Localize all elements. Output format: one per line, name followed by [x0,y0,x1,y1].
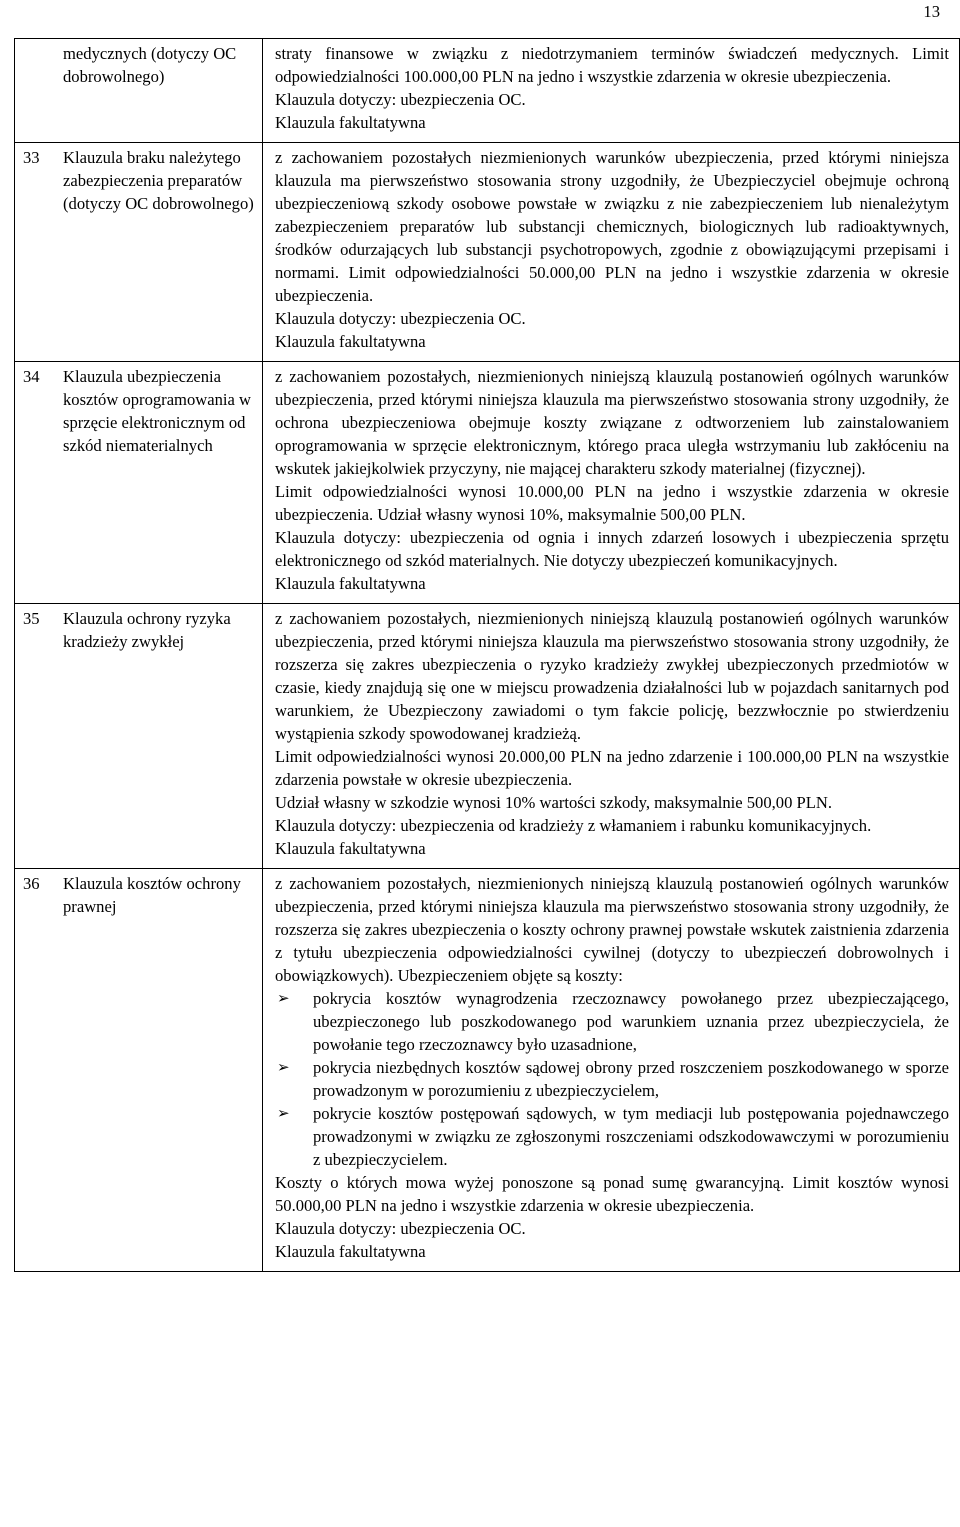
clause-description [263,869,959,1271]
clause-paragraph: Limit odpowiedzialności wynosi 10.000,00 PLN na jedno i wszystkie zdarzenia w okresie ubezpieczenia. Udział własny wynosi 10%, maksymalnie 500,00 PLN. [275,482,949,524]
clause-applies: Klauzula dotyczy: ubezpieczenia OC. [275,309,526,328]
list-item [275,987,949,1056]
clause-number: 35 [23,609,40,628]
clause-title: medycznych (dotyczy OC dobrowolnego) [63,44,237,86]
clause-description [263,604,959,868]
clause-paragraph: z zachowaniem pozostałych niezmienionych warunków ubezpieczenia, przed którymi niniejsza klauzula ma pierwszeństwo stosowania strony uzgodniły, że Ubezpieczyciel obejmuje ochroną ubezpieczeniową szkody osobowe powstałe w związku z nie zabezpieczeniem lub nienależytym zabezpieczeniem preparatów lub substancji chemicznych, biologicznych lub radioaktywnych, środków odurzających lub substancji psychotropowych, zgodnie z obowiązującymi przepisami i normami. Limit odpowiedzialności 50.000,00 PLN na jedno i wszystkie zdarzenia w okresie ubezpieczenia. [275,148,949,305]
coverage-list [275,987,949,1171]
clause-paragraph: Koszty o których mowa wyżej ponoszone są ponad sumę gwarancyjną. Limit kosztów wynosi 50.000,00 PLN na jedno i wszystkie zdarzenia w okresie ubezpieczenia. [275,1173,949,1215]
table-row [15,604,960,869]
list-item-text: pokrycie kosztów postępowań sądowych, w tym mediacji lub postępowania pojednawczego prowadzonymi w związku ze zgłoszonymi roszczeniami odszkodowawczymi w porozumieniu z ubezpieczycielem. [313,1104,949,1169]
clauses-table [14,38,960,1272]
clause-paragraph: straty finansowe w związku z niedotrzymaniem terminów świadczeń medycznych. Limit odpowiedzialności 100.000,00 PLN na jedno i wszystkie zdarzenia w okresie ubezpieczenia. [275,44,949,86]
clause-paragraph: z zachowaniem pozostałych, niezmienionych niniejszą klauzulą postanowień ogólnych warunków ubezpieczenia, przed którymi niniejsza klauzula ma pierwszeństwo stosowania strony uzgodniły, że rozszerza się zakres ubezpieczenia o ryzyko kradzieży zwykłej ubezpieczonych przedmiotów w czasie, kiedy znajdują się one w miejscu prowadzenia działalności lub w pojazdach sanitarnych pod warunkiem, że Ubezpieczony zawiadomi o tym fakcie policję, bezzwłocznie po stwierdzeniu wystąpienia szkody spowodowanej kradzieżą. [275,609,949,743]
table-row [15,362,960,604]
clause-title: Klauzula ubezpieczenia kosztów oprogramowania w sprzęcie elektronicznym od szkód niematerialnych [63,367,252,455]
clause-description [263,143,959,361]
clause-type: Klauzula fakultatywna [275,574,426,593]
clause-applies: Klauzula dotyczy: ubezpieczenia OC. [275,1219,526,1238]
page-number: 13 [923,2,940,21]
clause-number [21,42,63,88]
list-item-text: pokrycia kosztów wynagrodzenia rzeczoznawcy powołanego przez ubezpieczającego, ubezpieczonego lub poszkodowanego pod warunkiem uznania przez ubezpieczyciela, że powołanie tego rzeczoznawcy było uzasadnione, [313,989,949,1054]
list-item [275,1102,949,1171]
clause-applies: Klauzula dotyczy: ubezpieczenia od ognia i innych zdarzeń losowych i ubezpieczenia sprzętu elektronicznego od szkód materialnych. Nie dotyczy ubezpieczeń komunikacyjnych. [275,528,949,570]
list-item [275,1056,949,1102]
arrow-bullet-icon: ➢ [277,989,290,1007]
clause-applies: Klauzula dotyczy: ubezpieczenia od kradzieży z włamaniem i rabunku komunikacyjnych. [275,816,872,835]
clause-applies: Klauzula dotyczy: ubezpieczenia OC. [275,90,526,109]
clause-description [263,39,959,142]
clause-paragraph: z zachowaniem pozostałych, niezmienionych niniejszą klauzulą postanowień ogólnych warunków ubezpieczenia, przed którymi niniejsza klauzula ma pierwszeństwo stosowania strony uzgodniły, że rozszerza się zakres ubezpieczenia o koszty ochrony prawnej powstałe wskutek zaistnienia zdarzenia z tytułu ubezpieczenia odpowiedzialności cywilnej (dotyczy to ubezpieczeń dobrowolnych i obowiązkowych). Ubezpieczeniem objęte są koszty: [275,874,949,985]
arrow-bullet-icon: ➢ [277,1058,290,1076]
clause-type: Klauzula fakultatywna [275,839,426,858]
clause-type: Klauzula fakultatywna [275,113,426,132]
clause-paragraph: Udział własny w szkodzie wynosi 10% wartości szkody, maksymalnie 500,00 PLN. [275,793,833,812]
clause-number: 36 [23,874,40,893]
clause-title: Klauzula braku należytego zabezpieczenia preparatów (dotyczy OC dobrowolnego) [63,148,254,213]
table-row [15,39,960,143]
clause-title: Klauzula kosztów ochrony prawnej [63,874,241,916]
clause-type: Klauzula fakultatywna [275,332,426,351]
arrow-bullet-icon: ➢ [277,1104,290,1122]
clause-description [263,362,959,603]
clause-number: 34 [23,367,40,386]
table-row [15,143,960,362]
clause-number: 33 [23,148,40,167]
table-row [15,869,960,1272]
clause-type: Klauzula fakultatywna [275,1242,426,1261]
list-item-text: pokrycia niezbędnych kosztów sądowej obrony przed roszczeniem poszkodowanego w sporze prowadzonym w porozumieniu z ubezpieczycielem, [313,1058,949,1100]
clause-title: Klauzula ochrony ryzyka kradzieży zwykłej [63,609,231,651]
clause-paragraph: Limit odpowiedzialności wynosi 20.000,00 PLN na jedno zdarzenie i 100.000,00 PLN na wszystkie zdarzenia powstałe w okresie ubezpieczenia. [275,747,949,789]
clause-paragraph: z zachowaniem pozostałych, niezmienionych niniejszą klauzulą postanowień ogólnych warunków ubezpieczenia, przed którymi niniejsza klauzula ma pierwszeństwo stosowania strony uzgodniły, że ochrona ubezpieczeniowa obejmuje koszty związane z odtworzeniem lub zainstalowaniem oprogramowania w sprzęcie elektronicznym, którego praca uległa wstrzymaniu lub zakłóceniu na wskutek jakiejkolwiek przyczyny, nie mającej charakteru szkody materialnej (fizycznej). [275,367,949,478]
